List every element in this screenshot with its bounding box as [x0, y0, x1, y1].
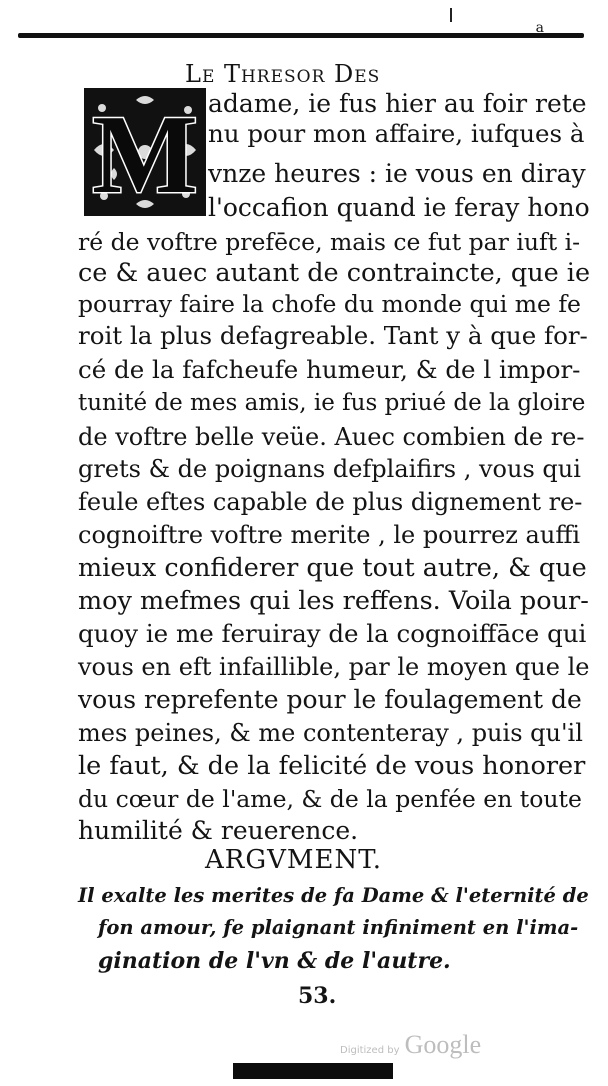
text-line: le faut, & de la felicité de vous honorer	[78, 751, 586, 781]
text-line: pourray faire la chofe du monde qui me fe	[78, 290, 581, 318]
text-line: l'occafion quand ie feray hono	[208, 193, 590, 222]
text-line: mieux confiderer que tout autre, & que	[78, 553, 587, 583]
text-line: ré de voftre prefēce, mais ce fut par iuft i-	[78, 228, 581, 256]
text-line: moy mefmes qui les reffens. Voila pour-	[78, 586, 589, 616]
text-line: ce & auec autant de contraincte, que ie	[78, 258, 591, 288]
text-line: quoy ie me feruiray de la cognoiffāce qui	[78, 619, 587, 648]
argument-line: fon amour, fe plaignant infiniment en l'ima-	[98, 916, 579, 939]
running-title: Le Thresor Des	[185, 60, 381, 88]
watermark-logo-text: Google	[404, 1030, 482, 1059]
argument-line: Il exalte les merites de fa Dame & l'eternité de	[78, 884, 589, 907]
text-line: grets & de poignans defplaifirs , vous qui	[78, 455, 581, 483]
argument-heading: ARGVMENT.	[205, 845, 383, 875]
text-line: cé de la fafcheufe humeur, & de l impor-	[78, 355, 581, 384]
text-line: vous reprefente pour le foulagement de	[78, 685, 582, 714]
text-line: du cœur de l'ame, & de la penfée en toute	[78, 785, 582, 813]
argument-line: gination de l'vn & de l'autre.	[98, 948, 451, 974]
corner-mark: a	[535, 20, 544, 36]
text-line: nu pour mon affaire, iufques à	[208, 119, 585, 148]
text-line: feule eftes capable de plus dignement re-	[78, 488, 583, 516]
text-line: cognoiftre voftre merite , le pourrez auffi	[78, 521, 581, 549]
text-line: vous en eft infaillible, par le moyen que le	[78, 653, 590, 681]
text-line: tunité de mes amis, ie fus priué de la gloire	[78, 390, 586, 416]
text-line: adame, ie fus hier au foir rete	[208, 89, 587, 118]
text-line: humilité & reuerence.	[78, 816, 359, 845]
digitization-watermark	[340, 1030, 481, 1060]
text-line: roit la plus defagreable. Tant y à que for-	[78, 321, 588, 350]
text-line: vnze heures : ie vous en diray	[208, 159, 586, 188]
page-number: 53.	[298, 983, 337, 1009]
bottom-edge-bar	[233, 1063, 393, 1079]
text-line: de voftre belle veüe. Auec combien de re-	[78, 423, 585, 451]
initial-letter: M	[92, 93, 198, 216]
watermark-small-text: Digitized by	[340, 1045, 400, 1056]
text-line: mes peines, & me contenteray , puis qu'il	[78, 719, 583, 747]
